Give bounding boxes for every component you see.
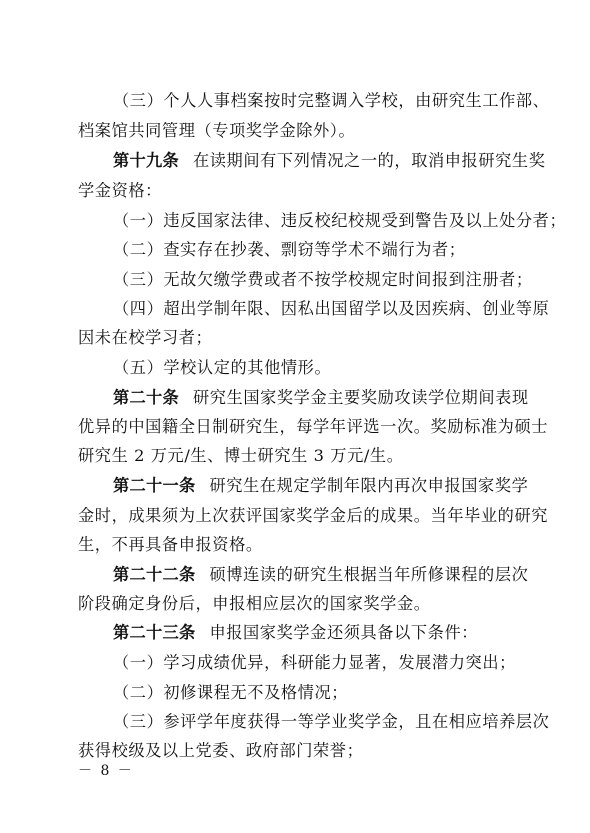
- text-line-1: （三）个人人事档案按时完整调入学校，由研究生工作部、: [113, 91, 550, 110]
- text-line-20: （一）学习成绩优异，科研能力显著，发展潜力突出；: [113, 653, 516, 672]
- text-line-16: 生，不再具备申报资格。: [78, 535, 263, 554]
- text-line-12: 优异的中国籍全日制研究生，每学年评选一次。奖励标准为硕士: [78, 417, 549, 436]
- article-23-paragraph: [113, 623, 478, 643]
- article-22-paragraph: [113, 565, 528, 585]
- text-line-21: （二）初修课程无不及格情况；: [113, 683, 349, 702]
- text-line-11: 研究生国家奖学金主要奖励攻读学位期间表现: [192, 388, 529, 407]
- text-line-3: 在读期间有下列情况之一的，取消申报研究生奖: [192, 151, 546, 170]
- text-line-23: 获得校级及以上党委、政府部门荣誉；: [78, 741, 364, 760]
- text-line-14: 研究生在规定学制年限内再次申报国家奖学: [209, 476, 529, 495]
- text-line-8: （四）超出学制年限、因私出国留学以及因疾病、创业等原: [113, 299, 550, 318]
- article-21-paragraph: [113, 476, 528, 496]
- text-line-5: （一）违反国家法律、违反校纪校规受到警告及以上处分者；: [113, 211, 567, 230]
- article-20-heading: 第二十条: [113, 388, 179, 407]
- page-number: － 8 －: [78, 763, 134, 779]
- article-23-heading: 第二十三条: [113, 623, 196, 642]
- text-line-4: 学金资格：: [78, 181, 162, 200]
- article-19-paragraph: [113, 151, 546, 171]
- text-line-10: （五）学校认定的其他情形。: [113, 358, 332, 377]
- text-line-2: 档案馆共同管理（专项奖学金除外）。: [78, 121, 356, 140]
- text-line-18: 阶段确定身份后，申报相应层次的国家奖学金。: [78, 594, 431, 613]
- text-line-6: （二）查实存在抄袭、剽窃等学术不端行为者；: [113, 240, 466, 259]
- text-line-15: 金时，成果须为上次获评国家奖学金后的成果。当年毕业的研究: [78, 506, 549, 525]
- article-19-heading: 第十九条: [113, 151, 179, 170]
- text-line-22: （三）参评学年度获得一等学业奖学金，且在相应培养层次: [113, 712, 550, 731]
- article-20-paragraph: [113, 388, 529, 408]
- article-22-heading: 第二十二条: [113, 565, 196, 584]
- text-line-13: 研究生 2 万元/生、博士研究生 3 万元/生。: [78, 446, 404, 465]
- text-line-9: 因未在校学习者；: [78, 328, 213, 347]
- text-line-7: （三）无故欠缴学费或者不按学校规定时间报到注册者；: [113, 270, 533, 289]
- text-line-19: 申报国家奖学金还须具备以下条件：: [209, 623, 479, 642]
- article-21-heading: 第二十一条: [113, 476, 196, 495]
- text-line-17: 硕博连读的研究生根据当年所修课程的层次: [209, 565, 529, 584]
